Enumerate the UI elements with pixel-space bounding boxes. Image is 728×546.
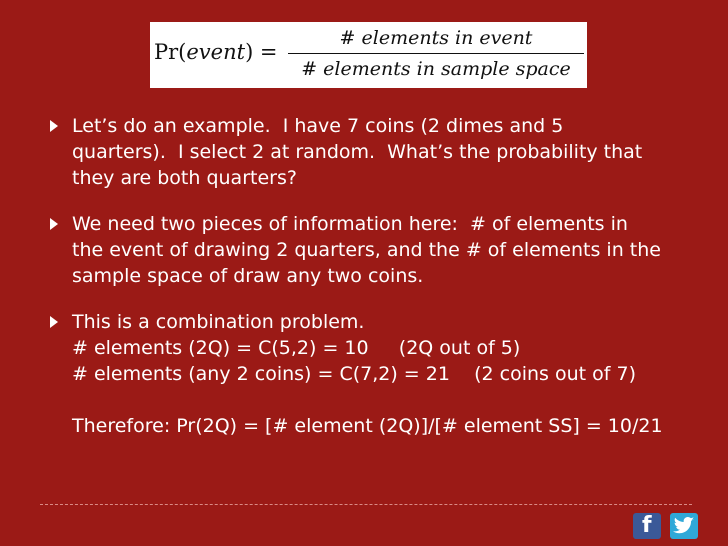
bullet-line: the event of drawing 2 quarters, and the # of elements in the [72,239,661,261]
facebook-icon[interactable] [633,513,661,539]
fraction-bar [288,53,584,54]
formula-numerator: # elements in event [339,27,533,49]
formula-lhs-prefix: Pr( [154,40,187,64]
bullet-line: This is a combination problem. [72,311,365,333]
formula-lhs-var: event [186,40,246,64]
footer-divider [40,504,692,505]
bullet-list [50,113,710,459]
formula-lhs-suffix: ) = [245,40,278,64]
bullet-triangle-icon [50,120,58,132]
formula-fraction [288,24,584,83]
formula-denominator: # elements in sample space [301,58,571,80]
bullet-information [50,211,710,289]
bullet-line: sample space of draw any two coins. [72,265,424,287]
bullet-line [72,387,710,413]
bullet-combination [50,309,710,439]
bullet-example [50,113,710,191]
twitter-bird-icon [673,516,695,536]
facebook-glyph: f [642,513,652,538]
bullet-line: Let’s do an example. I have 7 coins (2 dimes and 5 [72,115,564,137]
bullet-triangle-icon [50,316,58,328]
formula-image [150,22,587,88]
bullet-line: We need two pieces of information here: # of elements in [72,213,628,235]
bullet-line: quarters). I select 2 at random. What’s the probability that [72,141,643,163]
bullet-line: they are both quarters? [72,167,297,189]
formula-lhs [154,40,278,64]
bullet-line: # elements (2Q) = C(5,2) = 10 (2Q out of 5) [72,337,521,359]
twitter-icon[interactable] [670,513,698,539]
bullet-line: Therefore: Pr(2Q) = [# element (2Q)]/[# element SS] = 10/21 [72,415,663,437]
bullet-line: # elements (any 2 coins) = C(7,2) = 21 (2 coins out of 7) [72,363,636,385]
bullet-triangle-icon [50,218,58,230]
